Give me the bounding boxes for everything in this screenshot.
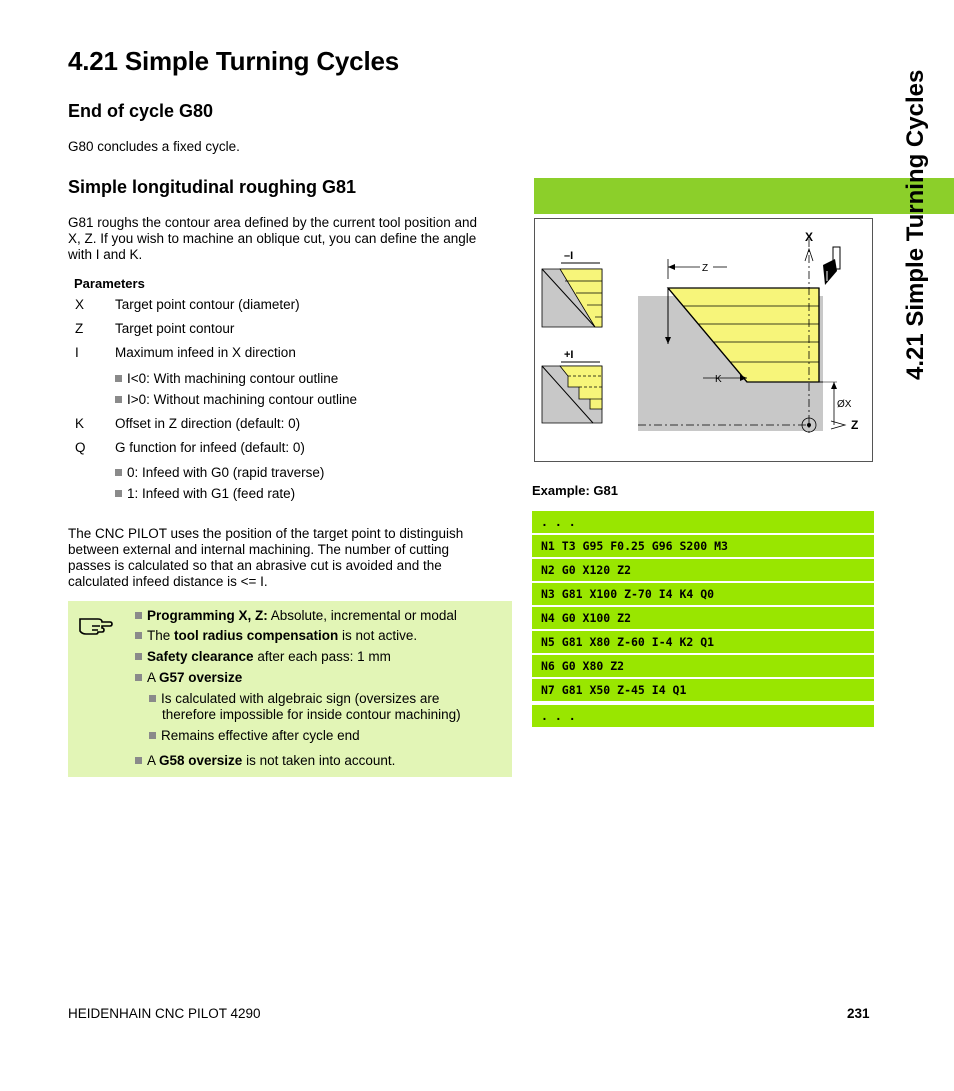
param-key: I [75,345,79,360]
label-dia-x: ØX [837,399,852,410]
bullet-icon [115,490,122,497]
note-sub-item: Is calculated with algebraic sign (oversizes are [149,691,439,706]
bullet-icon [115,469,122,476]
code-line: N2 G0 X120 Z2 [532,559,874,581]
footer-title: HEIDENHAIN CNC PILOT 4290 [68,1006,261,1021]
param-key: K [75,416,85,431]
side-tab-title: 4.21 Simple Turning Cycles [902,69,929,380]
bullet-icon [135,653,142,660]
code-line: N5 G81 X80 Z-60 I-4 K2 Q1 [532,631,874,653]
param-desc: G function for infeed (default: 0) [115,440,305,455]
g81-intro-line: with I and K. [68,247,143,262]
g80-text: G80 concludes a fixed cycle. [68,139,240,154]
q-option: 1: Infeed with G1 (feed rate) [115,486,295,501]
pointing-hand-icon [78,611,114,637]
q-option: 0: Infeed with G0 (rapid traverse) [115,465,324,480]
note-item: A G58 oversize is not taken into account. [135,753,395,768]
label-z-axis: Z [851,418,859,432]
g81-para-line: calculated infeed distance is <= I. [68,574,268,589]
param-key: X [75,297,85,312]
i-option: I>0: Without machining contour outline [115,392,357,407]
g81-para-line: passes is calculated so that an abrasive cut is avoided and the [68,558,442,573]
label-z-dim: Z [702,263,709,274]
label-k-dim: K [715,374,722,385]
note-item: A G57 oversize [135,670,242,685]
code-line: N6 G0 X80 Z2 [532,655,874,677]
i-option: I<0: With machining contour outline [115,371,338,386]
g81-para-line: The CNC PILOT uses the position of the target point to distinguish [68,526,464,541]
note-item: Programming X, Z: Absolute, incremental or modal [135,608,457,623]
code-line: . . . [532,705,874,727]
param-key: Q [75,440,86,455]
label-plus-i: +I [564,349,574,361]
note-item: Safety clearance after each pass: 1 mm [135,649,391,664]
param-desc: Offset in Z direction (default: 0) [115,416,301,431]
bullet-icon [135,674,142,681]
bullet-icon [135,757,142,764]
g81-heading: Simple longitudinal roughing G81 [68,177,356,197]
label-minus-i: –I [564,250,574,262]
g81-diagram-svg [535,219,872,461]
side-tab-accent [534,178,954,214]
params-title: Parameters [74,276,145,291]
bullet-icon [115,375,122,382]
g81-intro-line: X, Z. If you wish to machine an oblique cut, you can define the angle [68,231,477,246]
bullet-icon [135,612,142,619]
code-line: . . . [532,511,874,533]
label-x-axis: X [805,230,814,244]
bullet-icon [149,695,156,702]
bullet-icon [115,396,122,403]
note-item: The tool radius compensation is not active. [135,628,417,643]
param-desc: Target point contour [115,321,235,336]
code-line: N4 G0 X100 Z2 [532,607,874,629]
page-number: 231 [847,1006,870,1021]
g80-heading: End of cycle G80 [68,101,214,121]
param-key: Z [75,321,84,336]
g81-intro-line: G81 roughs the contour area defined by the current tool position and [68,215,478,230]
page-title: 4.21 Simple Turning Cycles [68,46,399,76]
note-sub-item: Remains effective after cycle end [149,728,360,743]
g81-para-line: between external and internal machining. The number of cutting [68,542,449,557]
code-line: N1 T3 G95 F0.25 G96 S200 M3 [532,535,874,557]
param-desc: Maximum infeed in X direction [115,345,296,360]
bullet-icon [149,732,156,739]
param-desc: Target point contour (diameter) [115,297,300,312]
g81-diagram [534,218,873,462]
code-line: N3 G81 X100 Z-70 I4 K4 Q0 [532,583,874,605]
bullet-icon [135,632,142,639]
code-line: N7 G81 X50 Z-45 I4 Q1 [532,679,874,701]
note-sub-item-cont: therefore impossible for inside contour machining) [162,707,461,722]
example-title: Example: G81 [532,483,618,498]
note-box [68,601,512,777]
